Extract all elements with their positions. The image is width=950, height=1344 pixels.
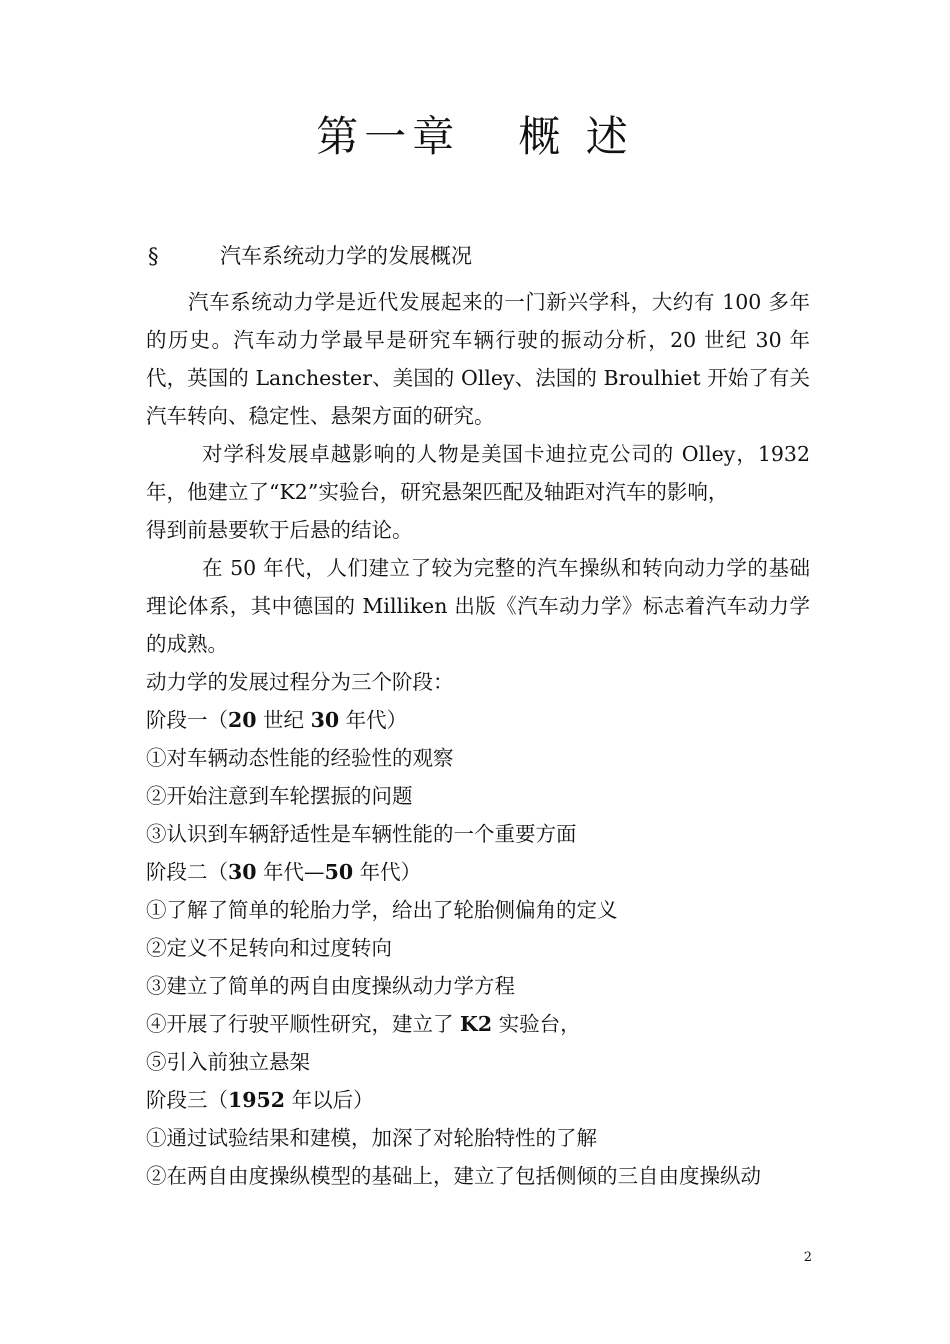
stage-one-item: ②开始注意到车轮摆振的问题 — [146, 784, 413, 808]
section-heading — [148, 240, 472, 270]
page-number: 2 — [803, 1250, 812, 1265]
stage-one-heading: 阶段一（20 世纪 30 年代） — [146, 708, 408, 732]
stage-one-item: ③认识到车辆舒适性是车辆性能的一个重要方面 — [146, 822, 577, 846]
stage-three-item: ②在两自由度操纵模型的基础上，建立了包括侧倾的三自由度操纵动 — [146, 1164, 761, 1188]
paragraph-conclusion: 得到前悬要软于后悬的结论。 — [146, 518, 413, 542]
stages-intro: 动力学的发展过程分为三个阶段： — [146, 670, 454, 694]
chapter-title: 第一章 概 述 — [316, 112, 634, 161]
paragraph-olley: 对学科发展卓越影响的人物是美国卡迪拉克公司的 Olley，1932 年，他建立了“K2”实验台，研究悬架匹配及轴距对汽车的影响， — [146, 442, 810, 504]
stage-two-item: ①了解了简单的轮胎力学，给出了轮胎侧偏角的定义 — [146, 898, 618, 922]
stage-three-heading: 阶段三（1952 年以后） — [146, 1088, 374, 1112]
stage-two-item: ③建立了简单的两自由度操纵动力学方程 — [146, 974, 515, 998]
section-title: 汽车系统动力学的发展概况 — [220, 244, 472, 268]
stage-two-item: ④开展了行驶平顺性研究，建立了 K2 实验台， — [146, 1012, 581, 1036]
paragraph-history: 汽车系统动力学是近代发展起来的一门新兴学科，大约有 100 多年的历史。汽车动力学最早是研究车辆行驶的振动分析，20 世纪 30 年代，英国的 Lanchester、美国的 Olley、法国的 Broulhiet 开始了有关汽车转向、稳定性、悬架方面的研究。 — [146, 290, 810, 428]
stage-three-item: ①通过试验结果和建模，加深了对轮胎特性的了解 — [146, 1126, 597, 1150]
body-text — [146, 283, 810, 1195]
stage-two-heading: 阶段二（30 年代—50 年代） — [146, 860, 422, 884]
stage-one-item: ①对车辆动态性能的经验性的观察 — [146, 746, 454, 770]
stage-two-item: ②定义不足转向和过度转向 — [146, 936, 392, 960]
stage-two-item: ⑤引入前独立悬架 — [146, 1050, 310, 1074]
paragraph-fifties: 在 50 年代，人们建立了较为完整的汽车操纵和转向动力学的基础理论体系，其中德国的 Milliken 出版《汽车动力学》标志着汽车动力学的成熟。 — [146, 556, 810, 656]
section-symbol: § — [148, 244, 159, 268]
